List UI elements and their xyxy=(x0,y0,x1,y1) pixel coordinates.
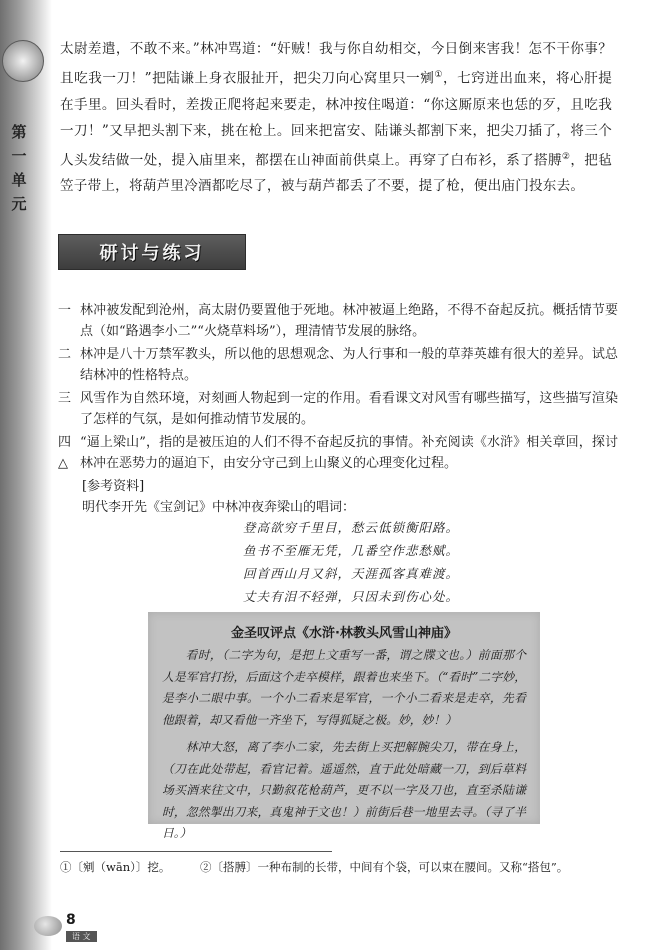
commentary-title: 金圣叹评点《水浒·林教头风雪山神庙》 xyxy=(231,626,457,641)
section-banner xyxy=(58,234,246,270)
book-label: 语 文 xyxy=(66,931,97,942)
footnote: ②〔搭膊〕一种布制的长带，中间有个袋，可以束在腰间。又称“搭包”。 xyxy=(200,860,569,874)
exercise-text: 风雪作为自然环境，对刻画人物起到一定的作用。看看课文对风雪有哪些描写，这些描写渲染了怎样的气氛，是如何推动情节发展的。 xyxy=(80,391,618,427)
poem-line: 丈夫有泪不轻弹，只因未到伤心处。 xyxy=(243,589,460,604)
reference-intro: 明代李开先《宝剑记》中林冲夜奔梁山的唱词： xyxy=(82,500,356,515)
unit-char: 一 xyxy=(11,147,27,165)
footnotes xyxy=(60,859,620,875)
poem-line: 登高欲穷千里目，愁云低锁衡阳路。 xyxy=(243,520,460,535)
exercise-number: 四△ xyxy=(58,435,72,471)
poem xyxy=(243,516,459,608)
exercise-item xyxy=(58,300,618,342)
story-text: 太尉差遣，不敢不来。”林冲骂道：“奸贼！我与你自幼相交，今日倒来害我！怎不干你事？且吃我一刀！”把陆谦上身衣服扯开，把尖刀向心窝里只一剜 xyxy=(60,41,612,87)
poem-line: 鱼书不至雁无凭，几番空作悲愁赋。 xyxy=(243,543,460,558)
emblem-icon xyxy=(2,40,44,82)
unit-char: 第 xyxy=(11,123,27,141)
footnote: ①〔剜（wān）〕挖。 xyxy=(60,860,171,874)
story-paragraph xyxy=(60,36,612,199)
commentary-paragraph: 看时，（二字为句，是把上文重写一番，谓之牒文也。）前面那个人是军官打扮，后面这个走卒模样，跟着也来坐下。（“看时”二字妙，是李小二眼中事。一个小二看来是军官，一个小二看来是走卒，先看他跟着，却又看他一齐坐下，写得狐疑之极。妙，妙！） xyxy=(162,648,526,727)
footer-logo-icon xyxy=(34,916,62,936)
unit-label xyxy=(6,120,32,216)
exercise-item xyxy=(58,432,618,474)
exercise-number: 二 xyxy=(58,347,72,362)
commentary-paragraph: 林冲大怒，离了李小二家，先去街上买把解腕尖刀，带在身上，（刀在此处带起，看官记着。遥遥然，直于此处暗藏一刀，到后草料场买酒来往文中，只勤叙花枪葫芦，更不以一字及刀也，直至杀陆谦时，忽然掣出刀来，真鬼神于文也！）前街后巷一地里去寻。（寻了半日。） xyxy=(162,740,526,840)
poem-line: 回首西山月又斜，天涯孤客真难渡。 xyxy=(243,566,460,581)
exercise-text: 林冲被发配到沧州，高太尉仍要置他于死地。林冲被逼上绝路，不得不奋起反抗。概括情节要点（如“路遇李小二”“火烧草料场”），理清情节发展的脉络。 xyxy=(80,303,618,339)
exercise-text: 林冲是八十万禁军教头，所以他的思想观念、为人行事和一般的草莽英雄有很大的差异。试总结林冲的性格特点。 xyxy=(80,347,618,383)
footnote-marker: ② xyxy=(561,151,571,162)
unit-char: 单 xyxy=(11,171,27,189)
exercise-item xyxy=(58,388,618,430)
exercise-number: 一 xyxy=(58,303,72,318)
exercise-text: “逼上梁山”，指的是被压迫的人们不得不奋起反抗的事情。补充阅读《水浒》相关章回，探讨林冲在恶势力的逼迫下，由安分守己到上山聚义的心理变化过程。 xyxy=(80,435,618,471)
exercise-list xyxy=(58,300,618,476)
commentary-box xyxy=(148,612,540,840)
story-text: ，七窍迸出血来，将心肝提在手里。回头看时，差拨正爬将起来要走，林冲按住喝道：“你这厮原来也恁的歹，且吃我一刀！”又早把头割下来，挑在枪上。回来把富安、陆谦头都割下来，把尖刀插了，将三个人头发结做一处，提入庙里来，都摆在山神面前供桌上。再穿了白布衫，系了搭膊 xyxy=(60,70,612,169)
reference-label: [参考资料] xyxy=(82,479,145,494)
exercise-item xyxy=(58,344,618,386)
decorative-sidebar xyxy=(0,0,52,950)
footnote-divider xyxy=(60,851,332,852)
story-text: ，把毡笠子带上，将葫芦里冷酒都吃尽了，被与葫芦都丢了不要，提了枪，便出庙门投东去。 xyxy=(60,152,612,195)
commentary-body xyxy=(148,641,540,845)
unit-char: 元 xyxy=(11,195,27,213)
footnote-marker: ① xyxy=(434,70,443,80)
page-number: 8 xyxy=(66,912,76,928)
exercise-number: 三 xyxy=(58,391,72,406)
section-title: 研讨与练习 xyxy=(99,243,205,264)
